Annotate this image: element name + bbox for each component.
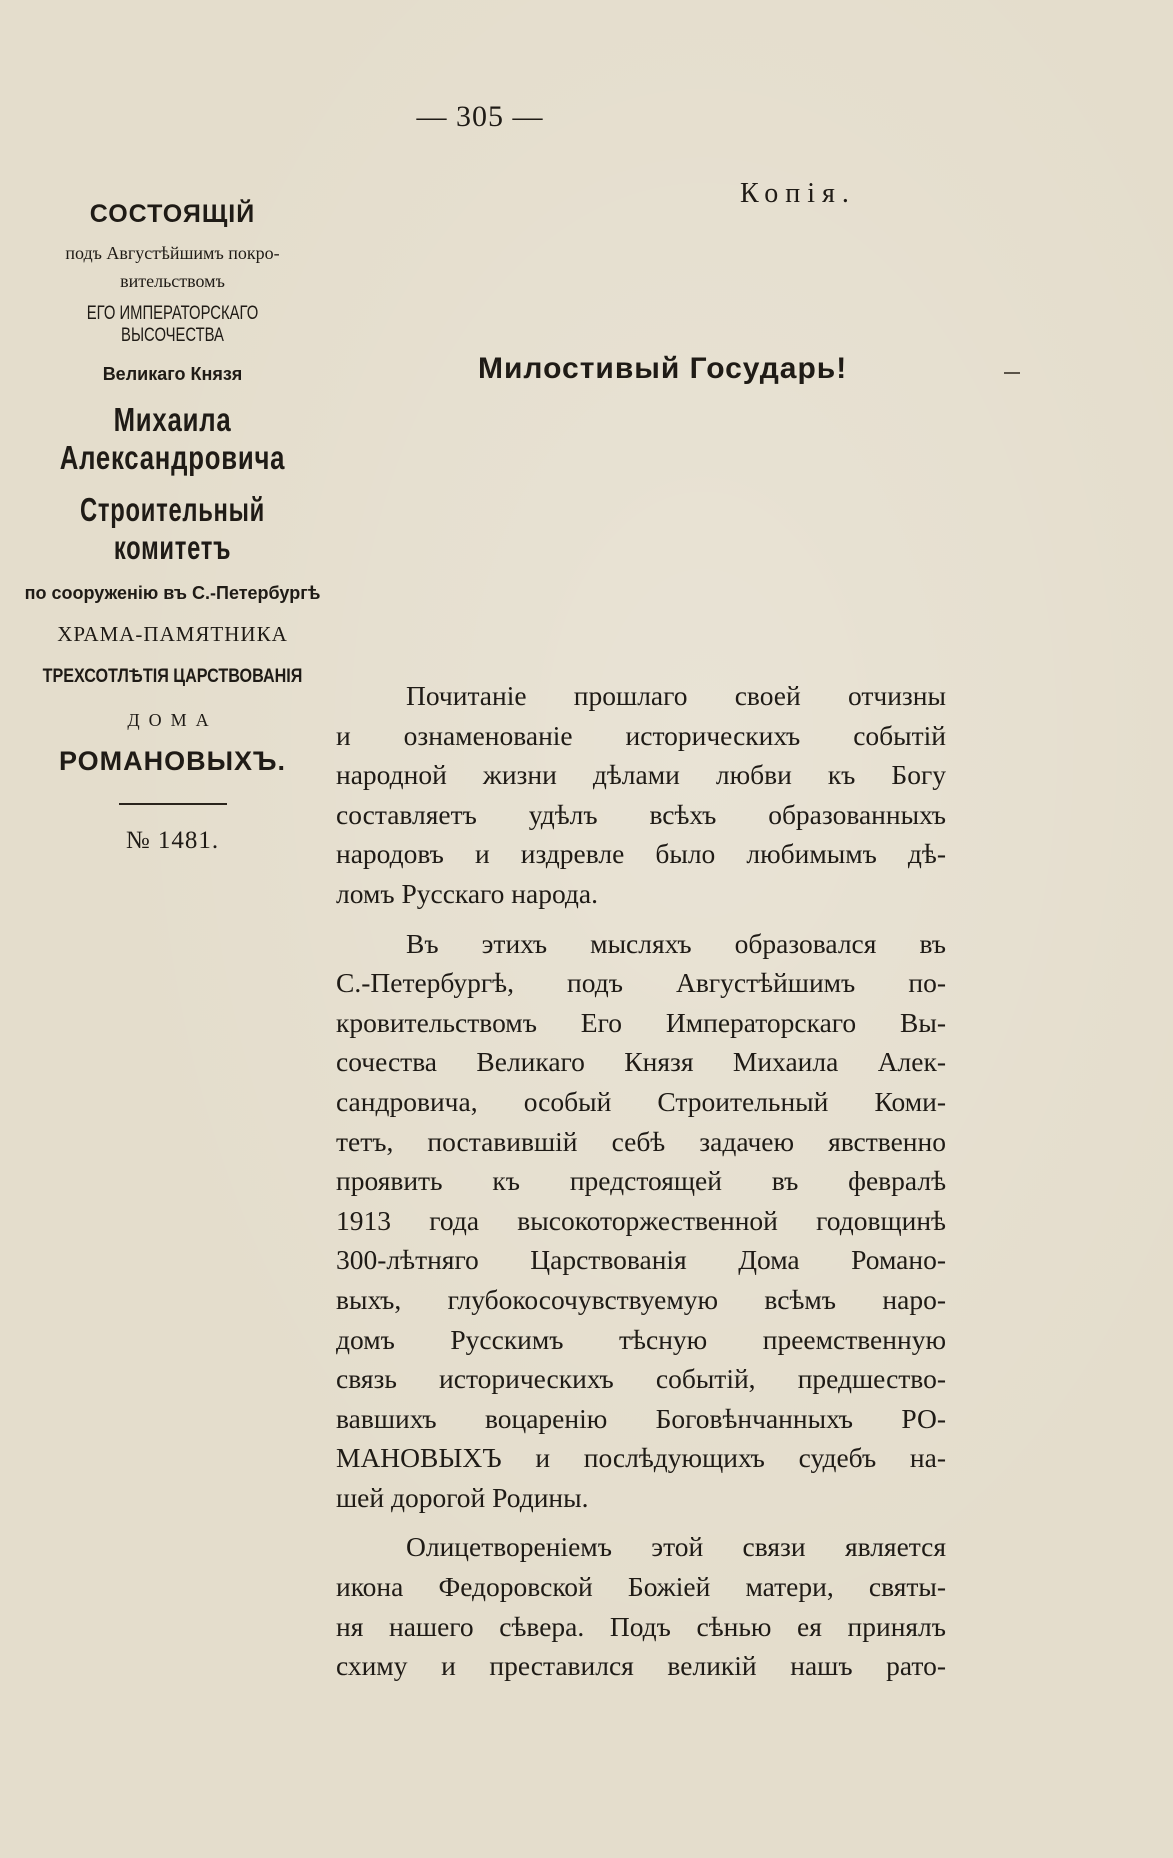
- copy-mark: Копія.: [740, 178, 856, 209]
- body-line: кровительствомъ Его Императорскаго Вы-: [336, 1006, 946, 1038]
- letterhead-line: СОСТОЯЩІЙ: [89, 200, 256, 228]
- body-line: вавшихъ воцаренію Боговѣнчанныхъ РО-: [336, 1402, 946, 1434]
- letterhead-line: Михаила Александровича: [59, 401, 286, 477]
- document-number: № 1481.: [125, 827, 220, 855]
- letterhead-line: по сооруженію въ С.-Петербургѣ: [24, 582, 321, 603]
- body-line: Въ этихъ мысляхъ образовался въ: [406, 927, 946, 959]
- letterhead-line: Великаго Князя: [102, 364, 243, 385]
- body-line: тетъ, поставившій себѣ задачею явственно: [336, 1125, 946, 1157]
- body-line: икона Федоровской Божіей матери, святы-: [336, 1571, 946, 1603]
- letter-body: [336, 676, 946, 1686]
- body-line: МАНОВЫХЪ и послѣдующихъ судебъ на-: [336, 1442, 946, 1474]
- divider: [119, 803, 227, 805]
- margin-mark: [1004, 372, 1020, 374]
- body-line: ломъ Русскаго народа.: [336, 877, 598, 909]
- body-line: и ознаменованіе историческихъ событій: [336, 719, 946, 751]
- body-line: Олицетвореніемъ этой связи является: [406, 1531, 946, 1563]
- body-line: выхъ, глубокосочувствуемую всѣмъ наро-: [336, 1283, 946, 1315]
- body-line: проявить къ предстоящей въ февралѣ: [336, 1165, 946, 1197]
- body-line: шей дорогой Родины.: [336, 1481, 589, 1513]
- letterhead-line: подъ Августѣйшимъ покро-: [65, 242, 280, 263]
- body-line: сочества Великаго Князя Михаила Алек-: [336, 1046, 946, 1078]
- body-line: 1913 года высокоторжественной годовщинѣ: [336, 1204, 946, 1236]
- body-line: схиму и преставился великій нашъ рато-: [336, 1650, 946, 1682]
- letterhead-line: ДОМА: [127, 709, 218, 730]
- body-line: домъ Русскимъ тѣсную преемственную: [336, 1323, 946, 1355]
- letterhead-line: ТРЕХСОТЛѢТІЯ ЦАРСТВОВАНІЯ: [42, 665, 303, 687]
- body-line: народовъ и издревле было любимымъ дѣ-: [336, 838, 946, 870]
- letterhead-line: ХРАМА-ПАМЯТНИКА: [57, 621, 288, 646]
- body-line: С.-Петербургѣ, подъ Августѣйшимъ по-: [336, 967, 946, 999]
- body-line: народной жизни дѣлами любви къ Богу: [336, 759, 946, 791]
- salutation: Милостивый Государь!: [478, 352, 848, 385]
- body-line: Почитаніе прошлаго своей отчизны: [406, 680, 946, 711]
- body-line: связь историческихъ событій, предшество-: [336, 1363, 946, 1395]
- body-line: составляетъ удѣлъ всѣхъ образованныхъ: [336, 798, 946, 830]
- letterhead-line: РОМАНОВЫХЪ.: [58, 746, 287, 777]
- letterhead-line: Строительный комитетъ: [80, 491, 265, 566]
- body-line: ня нашего сѣвера. Подъ сѣнью ея принялъ: [336, 1610, 946, 1642]
- letterhead-line: вительствомъ: [120, 270, 225, 291]
- letterhead-line: ЕГО ИМПЕРАТОРСКАГО ВЫСОЧЕСТВА: [86, 302, 259, 346]
- page-number: — 305 —: [416, 100, 544, 133]
- body-line: сандровича, особый Строительный Коми-: [336, 1085, 946, 1117]
- body-line: 300-лѣтняго Царствованія Дома Романо-: [336, 1244, 946, 1276]
- letterhead: [0, 200, 345, 856]
